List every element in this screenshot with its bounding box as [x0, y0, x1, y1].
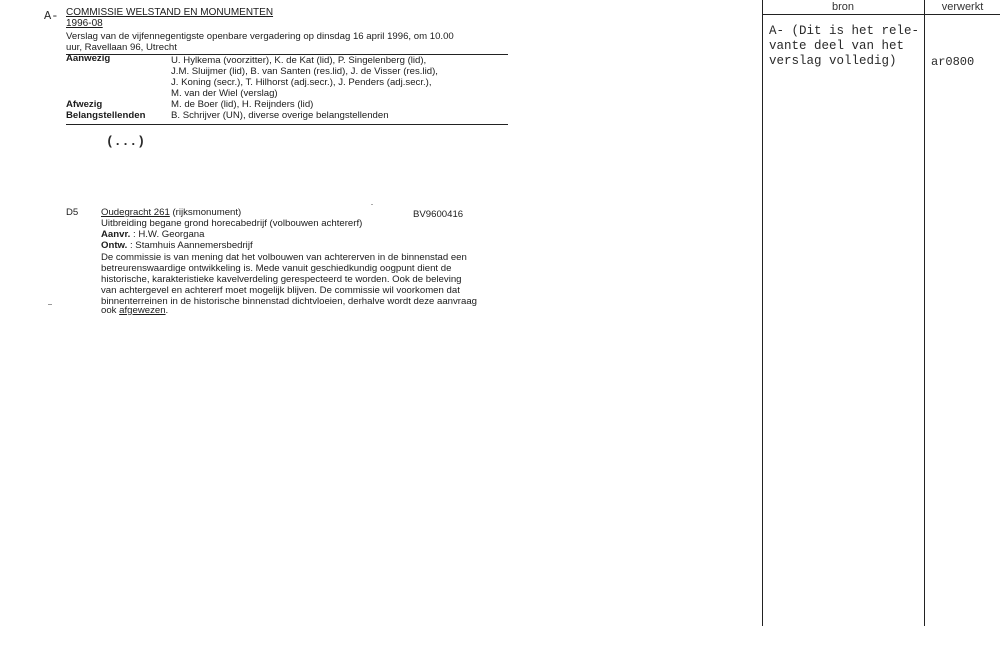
present-line-3: J. Koning (secr.), T. Hilhorst (adj.secr.), J. Penders (adj.secr.),: [171, 77, 432, 88]
interested-label: Belangstellenden: [66, 110, 146, 121]
item-designer: [101, 240, 253, 251]
bron-note-line-2: vante deel van het: [769, 39, 905, 53]
column-header-bron: bron: [831, 1, 855, 13]
bron-note-line-3: verslag volledig): [769, 54, 897, 68]
absent-text: M. de Boer (lid), H. Reijnders (lid): [171, 99, 314, 110]
verdict-suffix: .: [165, 305, 169, 316]
applicant-value: : H.W. Georgana: [130, 229, 205, 240]
intro-line-2: uur, Ravellaan 96, Utrecht: [66, 42, 177, 53]
item-body-line-4: van achtergevel en achtererf moet mogelijk blijven. De commissie wil voorkomen dat: [101, 285, 460, 296]
verwerkt-value: ar0800: [931, 55, 975, 69]
ellipsis-mark: (...): [106, 134, 146, 149]
item-reference: BV9600416: [413, 209, 464, 220]
margin-mark: A-: [44, 9, 59, 23]
present-line-1: U. Hylkema (voorzitter), K. de Kat (lid), P. Singelenberg (lid),: [171, 55, 427, 66]
interested-text: B. Schrijver (UN), diverse overige belangstellenden: [171, 110, 389, 121]
item-description: Uitbreiding begane grond horecabedrijf (volbouwen achtererf): [101, 218, 363, 229]
absent-label: Afwezig: [66, 99, 103, 110]
present-label: Aanwezig: [66, 53, 111, 64]
item-body-line-5: binnenterreinen in de historische binnenstad dichtvloeien, derhalve wordt deze aanvraag: [101, 296, 478, 307]
present-line-2: J.M. Sluijmer (lid), B. van Santen (res.lid), J. de Visser (res.lid),: [171, 66, 438, 77]
item-body-line-3: historische, karakteristieke kavelverdeling gerespecteerd te worden. Ook de beleving: [101, 274, 462, 285]
item-status: (rijksmonument): [169, 207, 242, 218]
intro-line-1: Verslag van de vijfennegentigste openbare vergadering op dinsdag 16 april 1996, om 10.00: [66, 31, 454, 42]
applicant-label: Aanvr.: [101, 229, 131, 240]
present-line-4: M. van der Wiel (verslag): [171, 88, 278, 99]
item-heading: [101, 207, 241, 218]
item-applicant: [101, 229, 204, 240]
item-body-line-1: De commissie is van mening dat het volbouwen van achtererven in de binnenstad een: [101, 252, 467, 263]
scan-speck: [48, 304, 52, 305]
item-body-line-2: betreurenswaardige ontwikkeling is. Mede vanuit geschiedkundig oogpunt dient de: [101, 263, 452, 274]
bron-note-line-1: A- (Dit is het rele-: [769, 24, 920, 38]
designer-label: Ontw.: [101, 240, 128, 251]
item-code: D5: [66, 207, 79, 218]
verdict-prefix: ook: [101, 305, 120, 316]
item-body-line-6: [101, 305, 168, 316]
item-address: Oudegracht 261: [101, 207, 170, 218]
verdict: afgewezen: [119, 305, 166, 316]
column-header-verwerkt: verwerkt: [941, 1, 984, 13]
table-column-divider: [924, 0, 925, 626]
document-title: COMMISSIE WELSTAND EN MONUMENTEN: [66, 7, 274, 18]
table-left-rule: [762, 0, 763, 626]
designer-value: : Stamhuis Aannemersbedrijf: [127, 240, 253, 251]
scan-speck: [371, 204, 373, 205]
table-top-rule: [762, 14, 1000, 15]
document-number: 1996-08: [66, 18, 103, 29]
header-rule-bottom: [66, 124, 508, 125]
